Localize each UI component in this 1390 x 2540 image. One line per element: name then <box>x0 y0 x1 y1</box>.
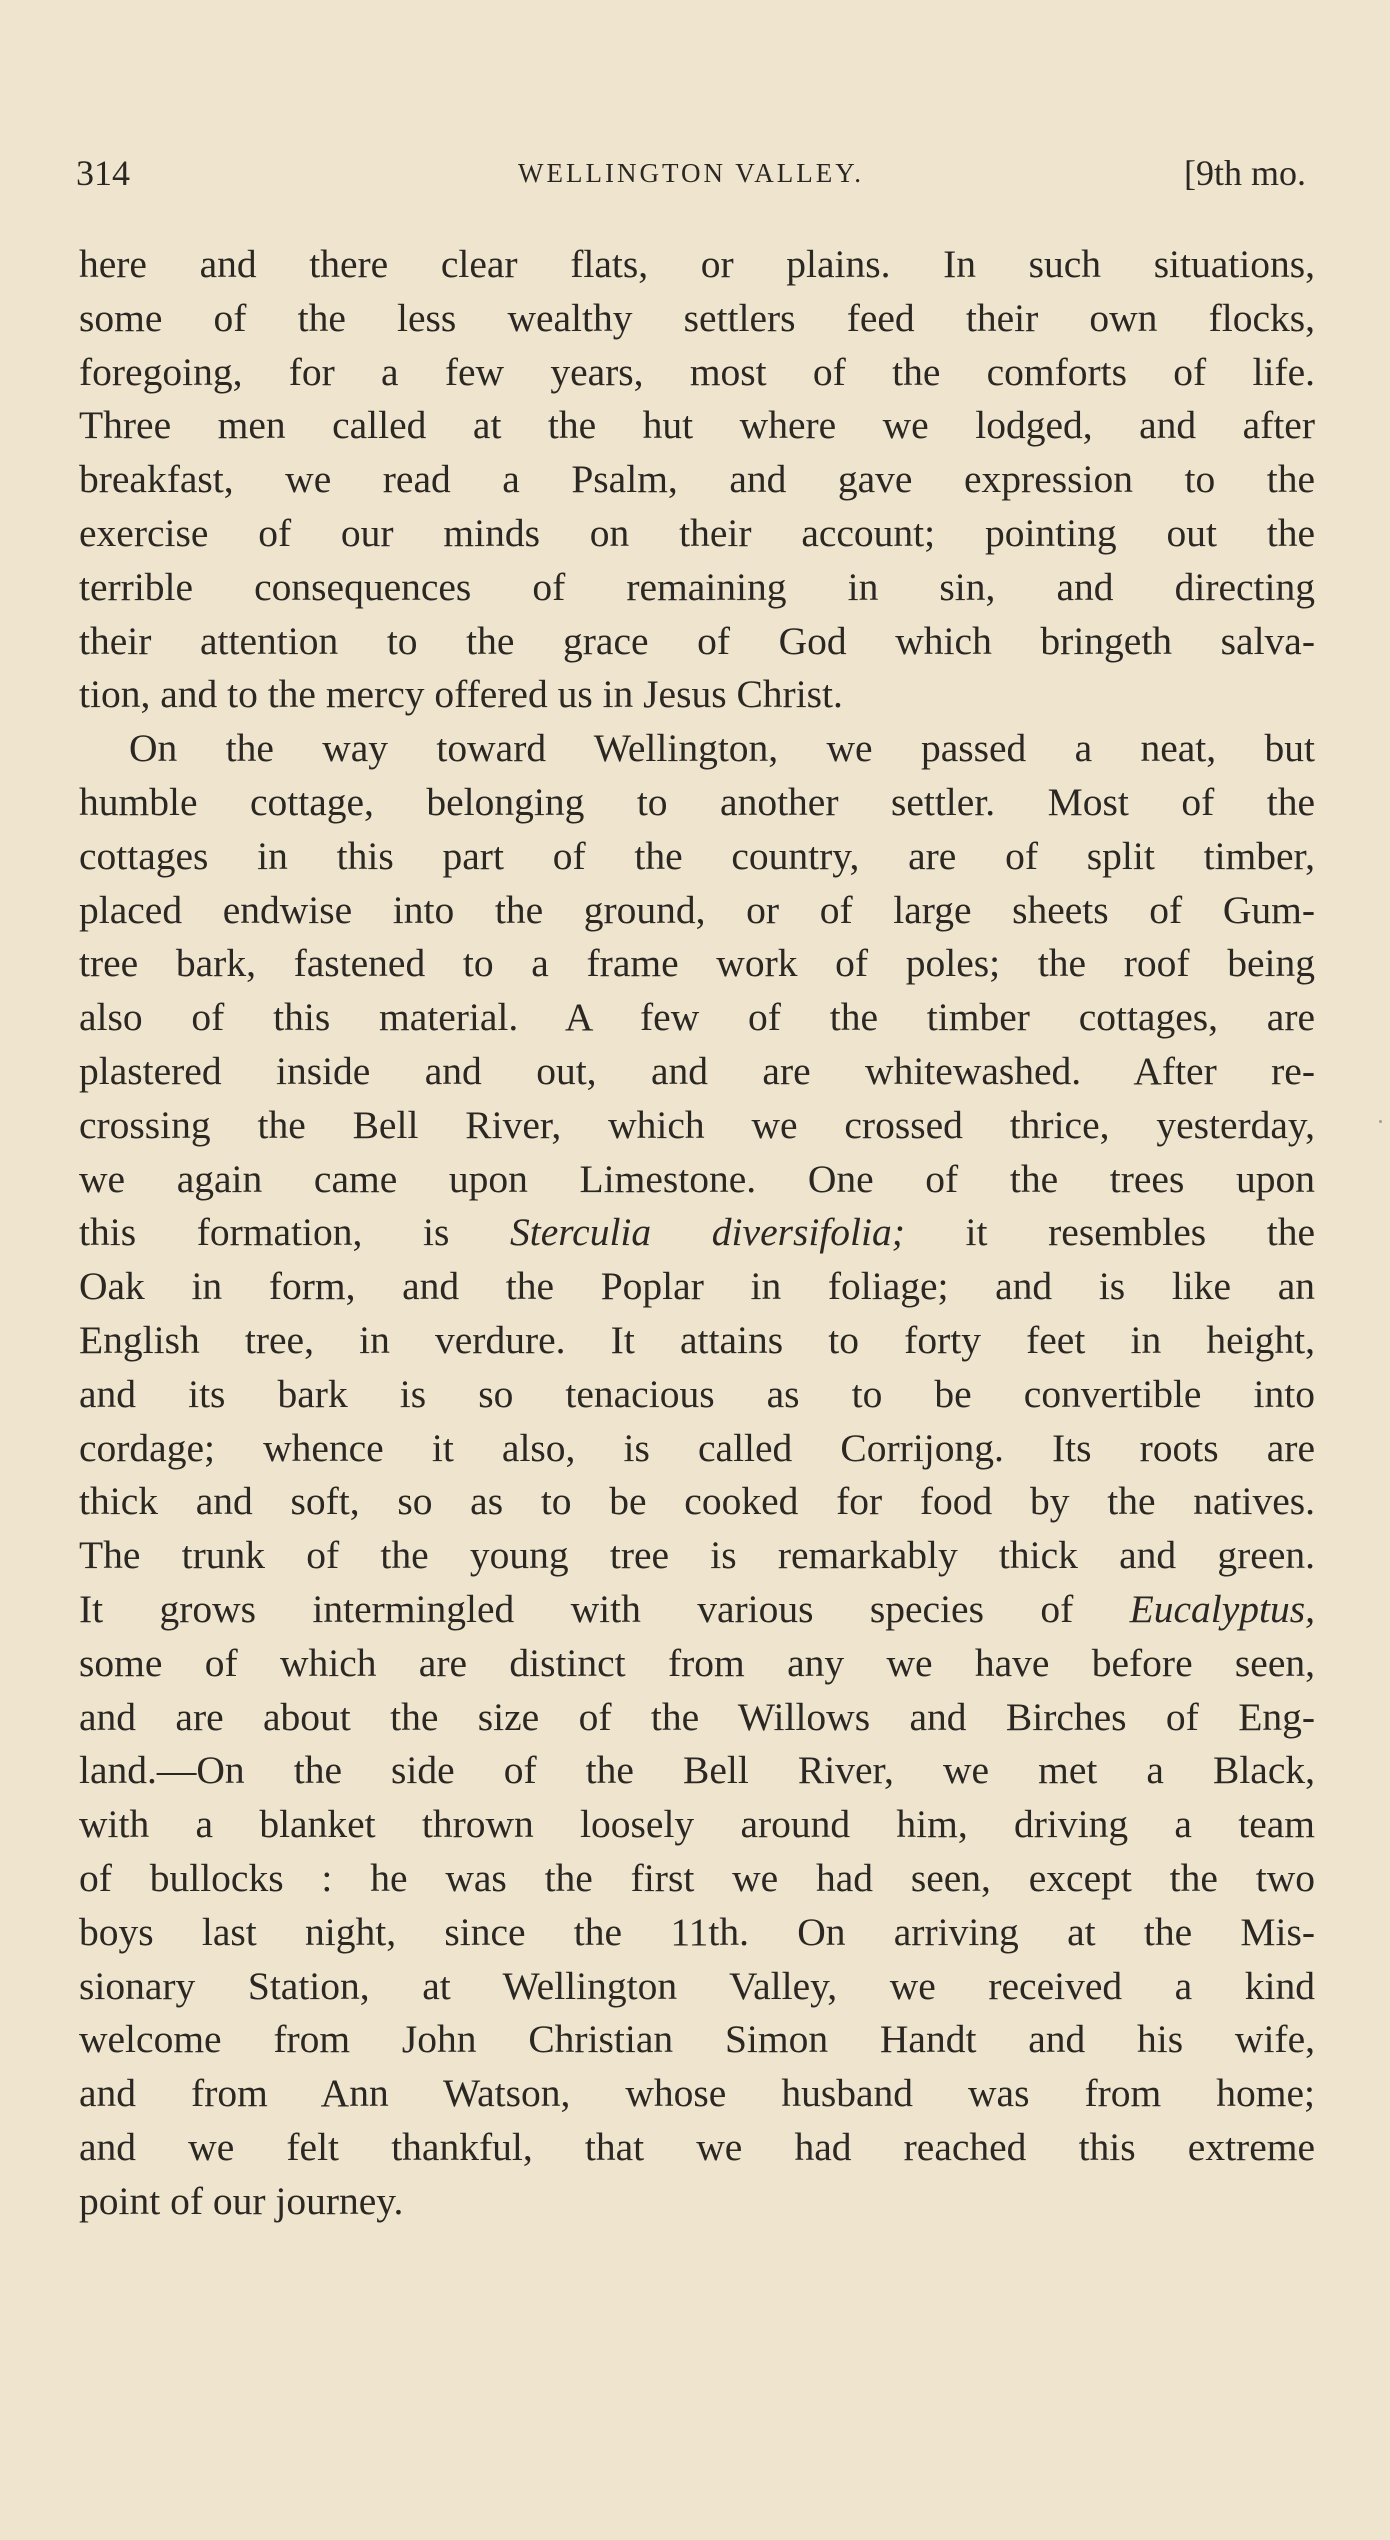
text-line: tion, and to the mercy offered us in Jesus Christ. <box>79 672 843 717</box>
text-line: cottages in this part of the country, are of split timber, <box>79 833 1315 878</box>
running-title: WELLINGTON VALLEY. <box>518 158 864 188</box>
text-line: English tree, in verdure. It attains to forty feet in height, <box>79 1317 1315 1362</box>
text-line: The trunk of the young tree is remarkably thick and green. <box>79 1533 1315 1578</box>
text-line: humble cottage, belonging to another settler. Most of the <box>79 779 1315 824</box>
paper-speck <box>1379 1120 1382 1123</box>
text-line: sionary Station, at Wellington Valley, we received a kind <box>79 1963 1315 2008</box>
species-name-italic: Sterculia diversifolia; <box>510 1210 905 1255</box>
text-line: placed endwise into the ground, or of large sheets of Gum- <box>79 887 1315 932</box>
running-date: [9th mo. <box>1184 153 1306 193</box>
text-line: On the way toward Wellington, we passed a neat, but <box>129 726 1315 771</box>
text-line: we again came upon Limestone. One of the trees upon <box>79 1156 1315 1201</box>
text-line: also of this material. A few of the timber cottages, are <box>79 995 1315 1040</box>
text-line: their attention to the grace of God which bringeth salva- <box>79 618 1315 663</box>
text-line: and are about the size of the Willows and Birches of Eng- <box>79 1694 1315 1739</box>
page-number: 314 <box>76 153 130 193</box>
line-text: It grows intermingled with various species of <box>79 1586 1130 1631</box>
text-line: terrible consequences of remaining in sin, and directing <box>79 564 1315 609</box>
text-line: Three men called at the hut where we lodged, and after <box>79 403 1315 448</box>
text-line: and we felt thankful, that we had reached this extreme <box>79 2124 1315 2169</box>
text-line: cordage; whence it also, is called Corrijong. Its roots are <box>79 1425 1315 1470</box>
text-line: thick and soft, so as to be cooked for food by the natives. <box>79 1479 1315 1524</box>
genus-name-italic: Eucalyptus, <box>1129 1586 1315 1631</box>
text-line: of bullocks : he was the first we had seen, except the two <box>79 1855 1315 1900</box>
text-line: with a blanket thrown loosely around him, driving a team <box>79 1802 1315 1847</box>
text-line: boys last night, since the 11th. On arriving at the Mis- <box>79 1909 1315 1954</box>
text-line-with-italic <box>79 1206 1315 1260</box>
line-text: it resembles the <box>904 1210 1316 1255</box>
text-line: point of our journey. <box>79 2178 404 2223</box>
text-line: here and there clear flats, or plains. In such situations, <box>79 242 1315 286</box>
text-line: Oak in form, and the Poplar in foliage; and is like an <box>79 1264 1315 1309</box>
text-line: land.—On the side of the Bell River, we met a Black, <box>79 1748 1315 1793</box>
body-text <box>79 238 1315 2228</box>
text-line: breakfast, we read a Psalm, and gave expression to the <box>79 457 1315 502</box>
text-line: welcome from John Christian Simon Handt and his wife, <box>79 2017 1315 2062</box>
text-line: some of which are distinct from any we have before seen, <box>79 1640 1315 1685</box>
text-line: and from Ann Watson, whose husband was from home; <box>79 2071 1315 2116</box>
paragraph-2 <box>79 722 1315 2228</box>
paragraph-1 <box>79 238 1315 722</box>
text-line: exercise of our minds on their account; pointing out the <box>79 510 1315 555</box>
running-head <box>76 148 1306 198</box>
text-line: tree bark, fastened to a frame work of poles; the roof being <box>79 941 1315 986</box>
text-line-with-italic <box>79 1583 1315 1637</box>
text-line: plastered inside and out, and are whitewashed. After re- <box>79 1048 1315 1093</box>
text-line: crossing the Bell River, which we crossed thrice, yesterday, <box>79 1102 1315 1147</box>
line-text: this formation, is <box>79 1210 511 1255</box>
text-line: foregoing, for a few years, most of the comforts of life. <box>79 349 1315 394</box>
text-line: and its bark is so tenacious as to be convertible into <box>79 1371 1315 1416</box>
text-line: some of the less wealthy settlers feed their own flocks, <box>79 295 1315 340</box>
